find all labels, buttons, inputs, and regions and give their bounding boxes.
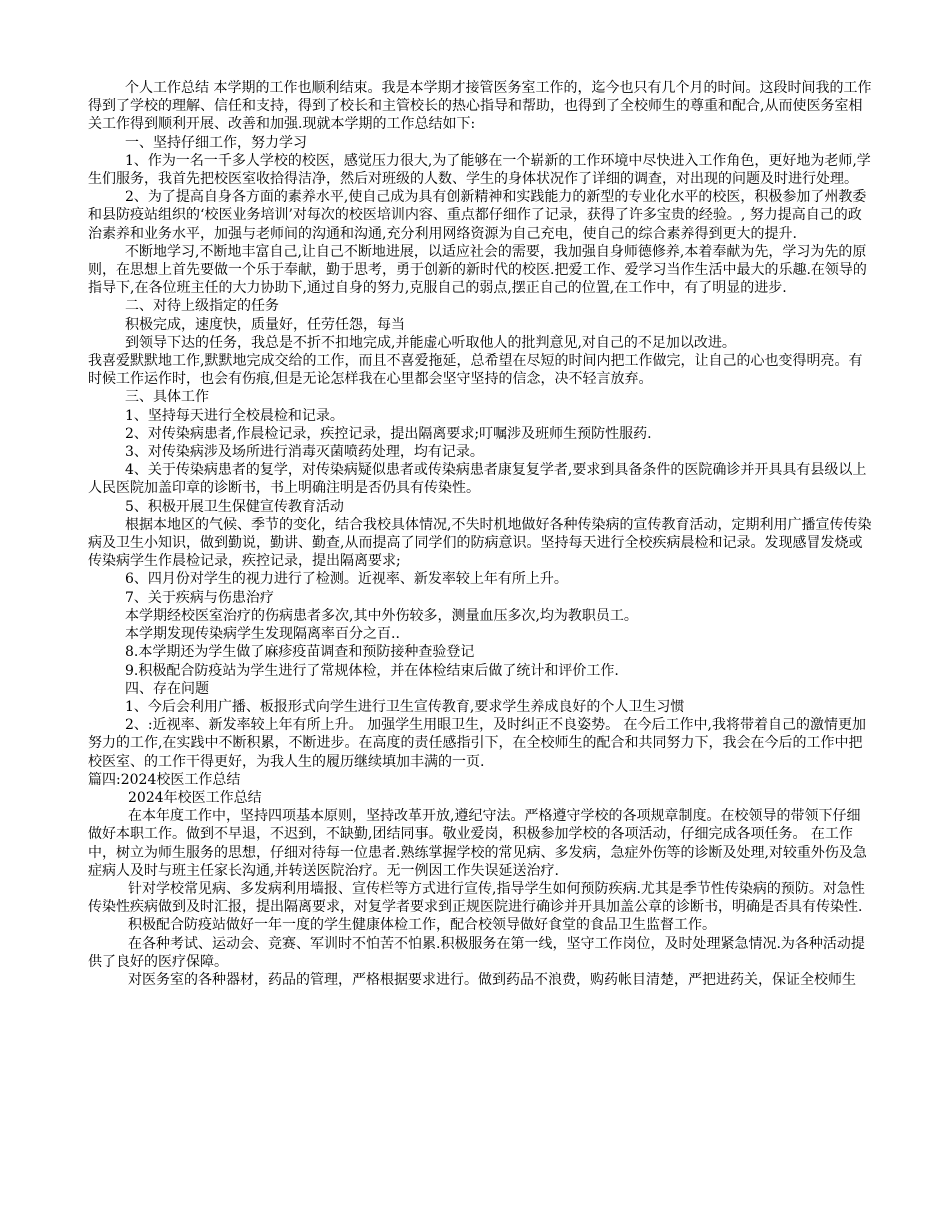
- paragraph: 3、对传染病涉及场所进行消毒灭菌喷药处理，均有记录。: [125, 444, 484, 461]
- paragraph: 2、为了提高自身各方面的素养水平,使自己成为具有创新精神和实践能力的新型的专业化水平的校医，积极参加了州教委和县防疫站组织的‘校医业务培训’对每次的校医培训内容、重点都仔细作了记录，获得了许多宝贵的经验。, 努力提高自己的政治素养和业务水平，加强与老师间的沟通和沟通,充分利用网络资源为自己充电，使自己的综合素养得到更大的提升.: [88, 189, 867, 242]
- document-body: [88, 79, 873, 989]
- paragraph: 本学期经校医室治疗的伤病患者多次,其中外伤较多，测量血压多次,均为教职员工。: [125, 607, 638, 624]
- paragraph: 4、关于传染病患者的复学，对传染病疑似患者或传染病患者康复复学者,要求到具备条件的医院确诊并开具具有县级以上人民医院加盖印章的诊断书，书上明确注明是否仍具有传染性。: [88, 462, 867, 497]
- paragraph: 在各种考试、运动会、竞赛、军训时不怕苦不怕累.积极服务在第一线，坚守工作岗位，及时处理紧急情况.为各种活动提供了良好的医疗保障。: [88, 935, 865, 970]
- paragraph: 积极完成，速度快，质量好，任劳任怨，每当: [125, 316, 405, 333]
- paragraph: 积极配合防疫站做好一年一度的学生健康体检工作，配合校领导做好食堂的食品卫生监督工作。: [128, 917, 716, 934]
- paragraph: 针对学校常见病、多发病利用墙报、宣传栏等方式进行宣传,指导学生如何预防疾病.尤其是季节性传染病的预防。对急性传染性疾病做到及时汇报，提出隔离要求，对复学者要求到正规医院进行确诊并开具加盖公章的诊断书，明确是否具有传染性.: [88, 880, 865, 916]
- paragraph: 1、坚持每天进行全校晨检和记录。: [125, 407, 344, 424]
- paragraph: 8.本学期还为学生做了麻疹疫苗调查和预防接种查验登记: [125, 644, 475, 661]
- paragraph: 2、对传染病患者,作晨检记录，疾控记录，提出隔离要求;叮嘱涉及班师生预防性服药.: [125, 425, 652, 442]
- paragraph: 篇四:2024校医工作总结: [88, 771, 241, 788]
- paragraph: 二、对待上级指定的任务: [125, 298, 279, 315]
- paragraph: 9.积极配合防疫站为学生进行了常规体检，并在体检结束后做了统计和评价工作.: [125, 662, 619, 679]
- paragraph: 四、存在问题: [125, 680, 209, 697]
- paragraph: 根据本地区的气候、季节的变化，结合我校具体情况,不失时机地做好各种传染病的宣传教育活动，定期利用广播宣传传染病及卫生小知识，做到勤说，勤讲、勤查,从而提高了同学们的防病意识。坚持每天进行全校疾病晨检和记录。发现感冒发烧或传染病学生作晨检记录，疾控记录，提出隔离要求;: [88, 516, 872, 570]
- paragraph: 7、关于疾病与伤患治疗: [125, 589, 274, 606]
- paragraph: 5、积极开展卫生保健宣传教育活动: [125, 498, 344, 515]
- paragraph: 2024年校医工作总结: [128, 789, 262, 806]
- paragraph: 一、坚持仔细工作，努力学习: [125, 134, 307, 151]
- paragraph: 到领导下达的任务，我总是不折不扣地完成,并能虚心听取他人的批判意见,对自己的不足加以改进。: [125, 334, 736, 351]
- paragraph: 在本年度工作中，坚持四项基本原则，坚持改革开放,遵纪守法。严格遵守学校的各项规章制度。在校领导的带领下仔细做好本职工作。做到不早退，不迟到，不缺勤,团结同事。敬业爱岗，积极参加学校的各项活动，仔细完成各项任务。 在工作中，树立为师生服务的思想，仔细对待每一位患者.熟练掌握学校的常见病、多发病，急症外伤等的诊断及处理,对较重外伤及急症病人及时与班主任家长沟通,并转送医院治疗。无一例因工作失误延送治疗.: [88, 808, 867, 879]
- paragraph: 个人工作总结 本学期的工作也顺利结束。我是本学期才接管医务室工作的，迄今也只有几个月的时间。这段时间我的工作得到了学校的理解、信任和支持，得到了校长和主管校长的热心指导和帮助，也得到了全校师生的尊重和配合,从而使医务室相关工作得到顺利开展、改善和加强.现就本学期的工作总结如下:: [88, 80, 872, 133]
- paragraph: 不断地学习,不断地丰富自己,让自己不断地进展，以适应社会的需要，我加强自身师德修养,本着奉献为先，学习为先的原则，在思想上首先要做一个乐于奉献，勤于思考，勇于创新的新时代的校医.把爱工作、爱学习当作生活中最大的乐趣.在领导的指导下,在各位班主任的大力协助下,通过自身的努力,克服自己的弱点,摆正自己的位置,在工作中，有了明显的进步.: [88, 243, 867, 297]
- paragraph: 2、:近视率、新发率较上年有所上升。 加强学生用眼卫生，及时纠正不良姿势。 在今后工作中,我将带着自己的激情更加努力的工作,在实践中不断积累，不断进步。在高度的责任感指引下，在全校师生的配合和共同努力下，我会在今后的工作中把校医室、的工作干得更好，为我人生的履历继续填加丰满的一页.: [88, 717, 866, 770]
- paragraph: 三、具体工作: [125, 389, 209, 406]
- paragraph: 1、作为一名一千多人学校的校医，感觉压力很大,为了能够在一个崭新的工作环境中尽快进入工作角色，更好地为老师,学生们服务，我首先把校医室收拾得洁净，然后对班级的人数、学生的身体状况作了详细的调查，对出现的问题及时进行处理。: [88, 152, 871, 188]
- paragraph: 我喜爱默默地工作,默默地完成交给的工作，而且不喜爱拖延，总希望在尽短的时间内把工作做完，让自己的心也变得明亮。有时候工作运作时，也会有伤痕,但是无论怎样我在心里都会坚守坚持的信念，决不轻言放弃。: [88, 353, 863, 388]
- paragraph: 对医务室的各种器材，药品的管理，严格根据要求进行。做到药品不浪费，购药帐目清楚，严把进药关，保证全校师生: [128, 971, 856, 988]
- paragraph: 1、今后会利用广播、板报形式向学生进行卫生宣传教育,要求学生养成良好的个人卫生习惯: [125, 698, 685, 715]
- paragraph: 本学期发现传染病学生发现隔离率百分之百..: [125, 626, 400, 643]
- paragraph: 6、四月份对学生的视力进行了检测。近视率、新发率较上年有所上升。: [125, 571, 568, 588]
